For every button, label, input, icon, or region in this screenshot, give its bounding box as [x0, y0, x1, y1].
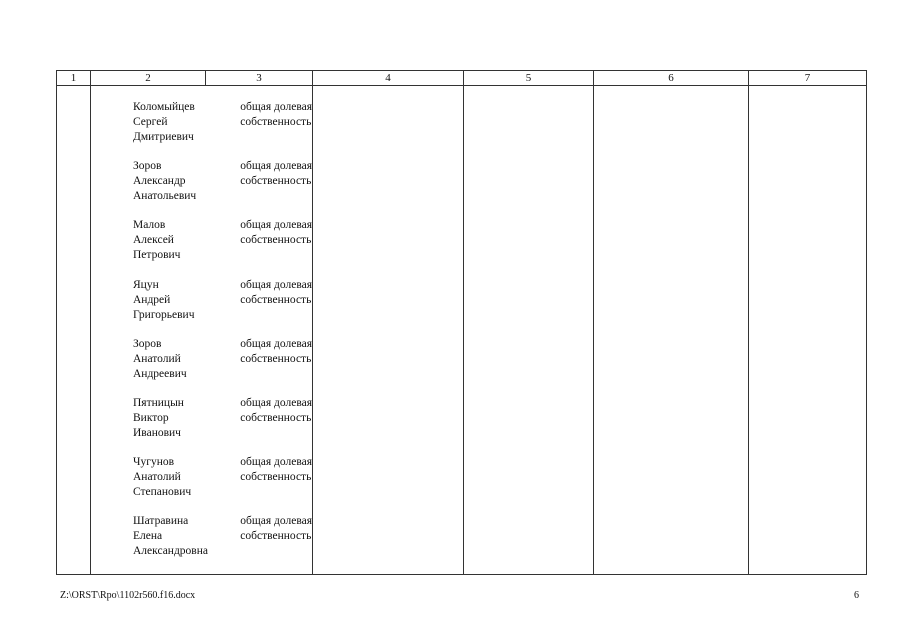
table-body-row: [57, 86, 867, 575]
ownership-type: [235, 100, 312, 159]
person-name: [91, 278, 235, 337]
ownership-line-2: собственность: [240, 530, 312, 543]
ownership-type: [235, 455, 312, 514]
surname: Малов: [133, 219, 166, 232]
person-name: [91, 455, 235, 514]
first-name: Елена: [133, 530, 163, 543]
ownership-line-1: общая долевая: [240, 278, 312, 291]
column-4-cell: [313, 86, 464, 575]
first-name: Анатолий: [133, 471, 181, 484]
ownership-line-2: собственность: [240, 175, 312, 188]
list-item: [91, 514, 312, 573]
ownership-type: [235, 218, 312, 277]
declaration-table: [56, 70, 867, 575]
column-header-4: 4: [313, 71, 464, 86]
patronymic: Григорьевич: [133, 308, 195, 321]
ownership-type: [235, 337, 312, 396]
person-name: [91, 337, 235, 396]
surname: Зоров: [133, 160, 162, 173]
list-item: [91, 100, 312, 159]
surname: Яцун: [133, 278, 159, 291]
column-header-2: 2: [91, 71, 206, 86]
column-header-5: 5: [464, 71, 594, 86]
first-name: Сергей: [133, 116, 168, 128]
ownership-type: [235, 159, 312, 218]
list-item: [91, 396, 312, 455]
person-name: [91, 159, 235, 218]
person-name: [91, 396, 235, 455]
ownership-type: [235, 514, 312, 573]
list-item: [91, 278, 312, 337]
column-header-3: 3: [206, 71, 313, 86]
patronymic: Анатольевич: [133, 190, 197, 203]
list-item: [91, 337, 312, 396]
column-6-cell: [594, 86, 749, 575]
ownership-line-2: собственность: [240, 293, 312, 306]
page-number: 6: [854, 590, 859, 601]
column-1-cell: [57, 86, 91, 575]
ownership-line-2: собственность: [240, 234, 312, 247]
ownership-line-1: общая долевая: [240, 396, 312, 409]
ownership-line-2: собственность: [240, 352, 312, 365]
ownership-line-2: собственность: [240, 471, 312, 484]
surname: Коломыйцев: [133, 101, 195, 113]
list-item: [91, 218, 312, 277]
patronymic: Александровна: [133, 545, 208, 558]
ownership-line-2: собственность: [240, 411, 312, 424]
person-name: [91, 514, 235, 573]
ownership-line-1: общая долевая: [240, 456, 312, 469]
ownership-line-1: общая долевая: [240, 515, 312, 528]
ownership-line-1: общая долевая: [240, 219, 312, 232]
patronymic: Дмитриевич: [133, 131, 194, 143]
first-name: Анатолий: [133, 352, 181, 365]
column-header-6: 6: [594, 71, 749, 86]
entries-cell: [91, 86, 313, 575]
surname: Шатравина: [133, 515, 189, 528]
patronymic: Петрович: [133, 249, 181, 262]
surname: Пятницын: [133, 396, 184, 409]
ownership-line-1: общая долевая: [240, 337, 312, 350]
first-name: Александр: [133, 175, 186, 188]
column-header-7: 7: [749, 71, 867, 86]
first-name: Алексей: [133, 234, 174, 247]
patronymic: Степанович: [133, 486, 192, 499]
column-5-cell: [464, 86, 594, 575]
footer-file-path: Z:\ORST\Rpo\1102r560.f16.docx: [60, 590, 196, 601]
surname: Зоров: [133, 337, 162, 350]
ownership-line-2: собственность: [240, 116, 312, 128]
ownership-line-1: общая долевая: [240, 160, 312, 173]
entries-list: [91, 86, 312, 574]
column-7-cell: [749, 86, 867, 575]
list-item: [91, 455, 312, 514]
person-name: [91, 218, 235, 277]
ownership-type: [235, 396, 312, 455]
ownership-type: [235, 278, 312, 337]
column-header-1: 1: [57, 71, 91, 86]
patronymic: Иванович: [133, 426, 181, 439]
header-row: [57, 71, 867, 86]
person-name: [91, 100, 235, 159]
first-name: Андрей: [133, 293, 171, 306]
patronymic: Андреевич: [133, 367, 187, 380]
surname: Чугунов: [133, 456, 175, 469]
ownership-line-1: общая долевая: [240, 101, 312, 113]
list-item: [91, 159, 312, 218]
first-name: Виктор: [133, 411, 169, 424]
